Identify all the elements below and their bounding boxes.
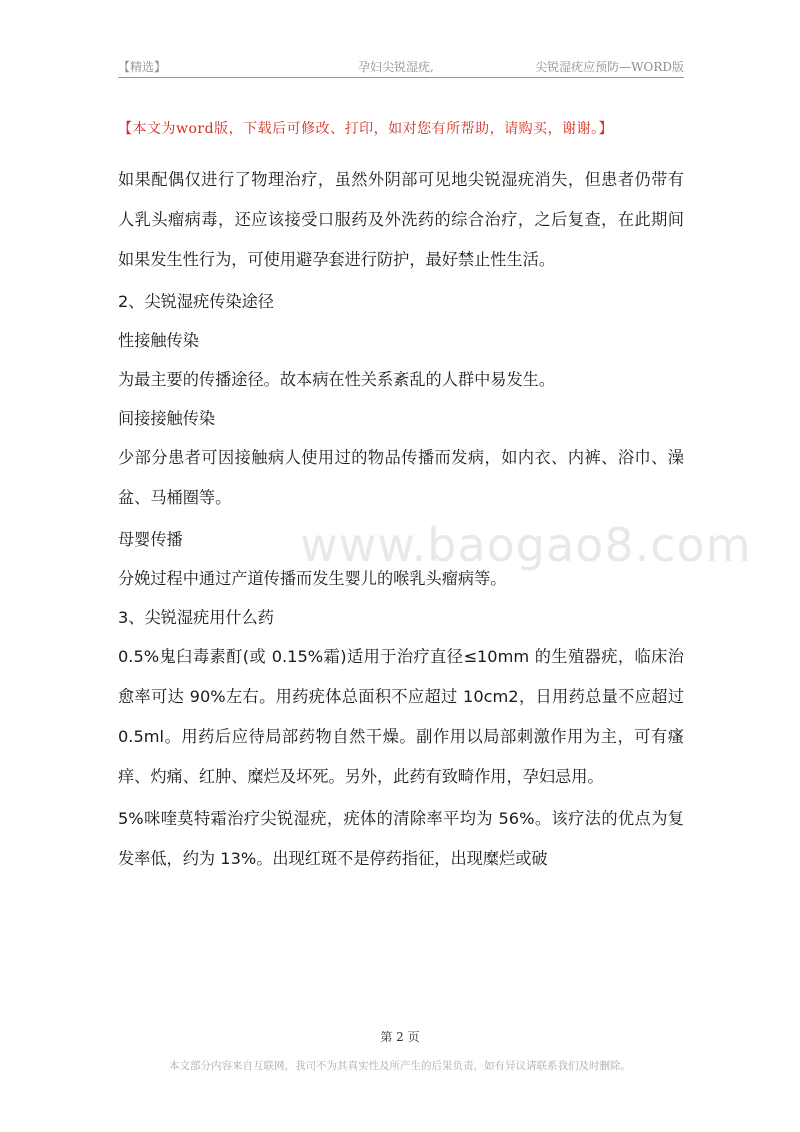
header-left-label: 【精选】 — [118, 60, 167, 74]
document-body — [118, 164, 684, 885]
page-number: 第 2 页 — [380, 1030, 420, 1044]
paragraph-imiquimod: 5%咪喹莫特霜治疗尖锐湿疣，疣体的清除率平均为 56%。该疗法的优点为复发率低，约为 13%。出现红斑不是停药指征，出现糜烂或破 — [118, 809, 684, 868]
section-heading-transmission: 2、尖锐湿疣传染途径 — [118, 292, 274, 311]
section-heading-medication: 3、尖锐湿疣用什么药 — [118, 608, 274, 627]
page-header — [118, 56, 684, 78]
subheading-mother-infant: 母婴传播 — [118, 530, 183, 549]
purchase-notice: 【本文为word版，下载后可修改、打印，如对您有所帮助，请购买，谢谢。】 — [118, 121, 614, 137]
paragraph-sexual-contact: 为最主要的传播途径。故本病在性关系紊乱的人群中易发生。 — [118, 370, 556, 389]
header-center-title: 孕妇尖锐湿疣, — [358, 60, 434, 74]
header-divider — [118, 77, 684, 78]
header-right-title: 尖锐湿疣应预防—WORD版 — [535, 60, 684, 74]
subheading-indirect-contact: 间接接触传染 — [118, 409, 216, 428]
paragraph-spouse-treatment: 如果配偶仅进行了物理治疗，虽然外阴部可见地尖锐湿疣消失，但患者仍带有人乳头瘤病毒，还应该接受口服药及外洗药的综合治疗，之后复查，在此期间如果发生性行为，可使用避孕套进行防护，最好禁止性生活。 — [118, 170, 684, 269]
footer-disclaimer: 本文部分内容来自互联网，我司不为其真实性及所产生的后果负责，如有异议请联系我们及时删除。 — [169, 1060, 631, 1072]
watermark: www.baogao8.com — [300, 518, 752, 572]
paragraph-podophyllotoxin: 0.5%鬼臼毒素酊(或 0.15%霜)适用于治疗直径≤10mm 的生殖器疣，临床治愈率可达 90%左右。用药疣体总面积不应超过 10cm2，日用药总量不应超过 0.5ml。用药后应待局部药物自然干燥。副作用以局部刺激作用为主，可有瘙痒、灼痛、红肿、糜烂及坏死。另外，此药有致畸作用，孕妇忌用。 — [118, 647, 684, 786]
subheading-sexual-contact: 性接触传染 — [118, 331, 199, 350]
paragraph-mother-infant: 分娩过程中通过产道传播而发生婴儿的喉乳头瘤病等。 — [118, 569, 507, 588]
paragraph-indirect-contact: 少部分患者可因接触病人使用过的物品传播而发病，如内衣、内裤、浴巾、澡盆、马桶圈等。 — [118, 448, 684, 507]
